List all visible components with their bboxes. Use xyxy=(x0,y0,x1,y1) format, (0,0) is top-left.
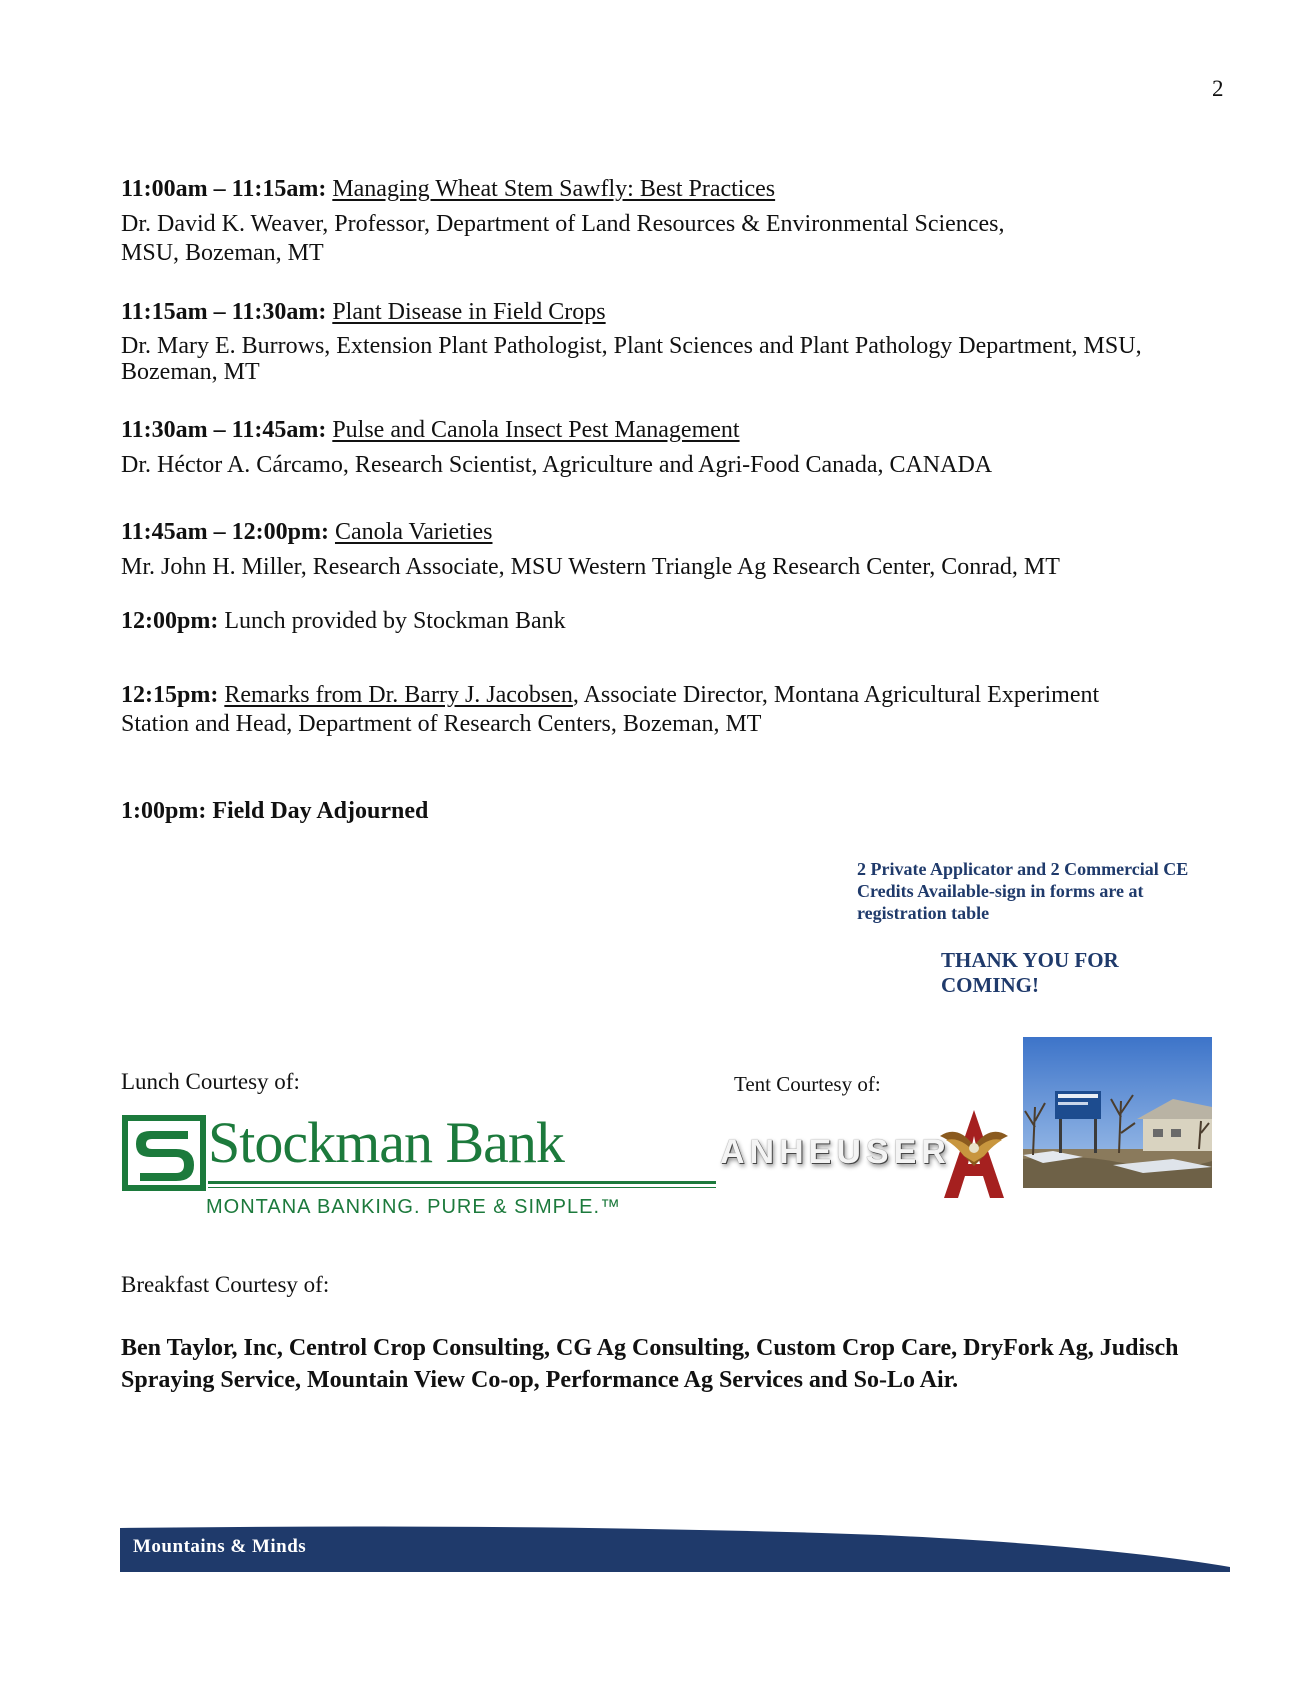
speaker-line-2: MSU, Bozeman, MT xyxy=(121,240,324,266)
session-title: Managing Wheat Stem Sawfly: Best Practices xyxy=(332,176,776,202)
page-number: 2 xyxy=(1212,76,1224,101)
ce-credits-note: 2 Private Applicator and 2 Commercial CE Credits Available-sign in forms are at registration table xyxy=(857,859,1189,923)
speaker-line-1: Dr. David K. Weaver, Professor, Department of Land Resources & Environmental Sciences, xyxy=(121,211,1005,237)
session-1 xyxy=(121,175,1241,268)
breakfast-sponsors-list: Ben Taylor, Inc, Centrol Crop Consulting, CG Ag Consulting, Custom Crop Care, DryFork Ag, Judisch Spraying Service, Mountain View Co-op, Performance Ag Services and So-Lo Air. xyxy=(121,1335,1179,1393)
session-lunch xyxy=(121,607,1241,636)
session-time: 11:45am – 12:00pm: xyxy=(121,519,329,545)
session-time: 12:00pm: xyxy=(121,608,219,634)
session-title: Plant Disease in Field Crops xyxy=(332,299,606,325)
session-title: Pulse and Canola Insect Pest Management xyxy=(332,417,740,443)
session-3 xyxy=(121,416,1241,480)
lunch-courtesy-label: Lunch Courtesy of: xyxy=(121,1069,300,1094)
logo-divider-thin xyxy=(208,1187,716,1188)
stockman-s-icon xyxy=(120,1113,210,1193)
stockman-bank-name: Stockman Bank xyxy=(208,1110,564,1175)
session-2 xyxy=(121,298,1241,385)
session-speaker xyxy=(121,333,1241,385)
session-speaker: Mr. John H. Miller, Research Associate, MSU Western Triangle Ag Research Center, Conrad, MT xyxy=(121,554,1060,580)
breakfast-courtesy-label: Breakfast Courtesy of: xyxy=(121,1272,330,1297)
session-text: , Associate Director, Montana Agricultural Experiment xyxy=(572,682,1100,708)
stockman-bank-tagline: MONTANA BANKING. PURE & SIMPLE.™ xyxy=(206,1196,622,1218)
session-speaker: Dr. Héctor A. Cárcamo, Research Scientist, Agriculture and Agri-Food Canada, CANADA xyxy=(121,452,993,478)
speaker-line-2: Bozeman, MT xyxy=(121,359,260,385)
session-speaker xyxy=(121,210,1241,268)
session-time: 11:30am – 11:45am: xyxy=(121,417,327,443)
session-title: Remarks from Dr. Barry J. Jacobsen xyxy=(224,682,573,708)
session-remarks xyxy=(121,681,1241,739)
session-time: 11:00am – 11:15am: xyxy=(121,176,327,202)
thank-you-note: THANK YOU FOR COMING! xyxy=(941,948,1119,997)
session-time: 12:15pm: xyxy=(121,682,219,708)
session-4 xyxy=(121,518,1241,582)
tent-courtesy-label: Tent Courtesy of: xyxy=(734,1072,881,1096)
session-time: 11:15am – 11:30am: xyxy=(121,299,327,325)
speaker-line-1: Dr. Mary E. Burrows, Extension Plant Pathologist, Plant Sciences and Plant Pathology Department, MSU, xyxy=(121,333,1142,359)
adjourned-note: 1:00pm: Field Day Adjourned xyxy=(121,798,429,824)
session-text-line-2: Station and Head, Department of Research Centers, Bozeman, MT xyxy=(121,711,762,737)
anheuser-logo xyxy=(716,1098,1016,1223)
footer-tagline: Mountains & Minds xyxy=(133,1536,307,1557)
anheuser-wordmark: ANHEUSER xyxy=(720,1133,951,1171)
stockman-bank-logo xyxy=(120,1110,622,1225)
session-title: Canola Varieties xyxy=(334,519,493,545)
logo-divider xyxy=(208,1181,716,1184)
research-center-photo xyxy=(1023,1037,1212,1188)
a-and-eagle-icon xyxy=(934,1106,1014,1206)
photo-image xyxy=(1023,1037,1212,1188)
session-text: Lunch provided by Stockman Bank xyxy=(224,608,566,634)
